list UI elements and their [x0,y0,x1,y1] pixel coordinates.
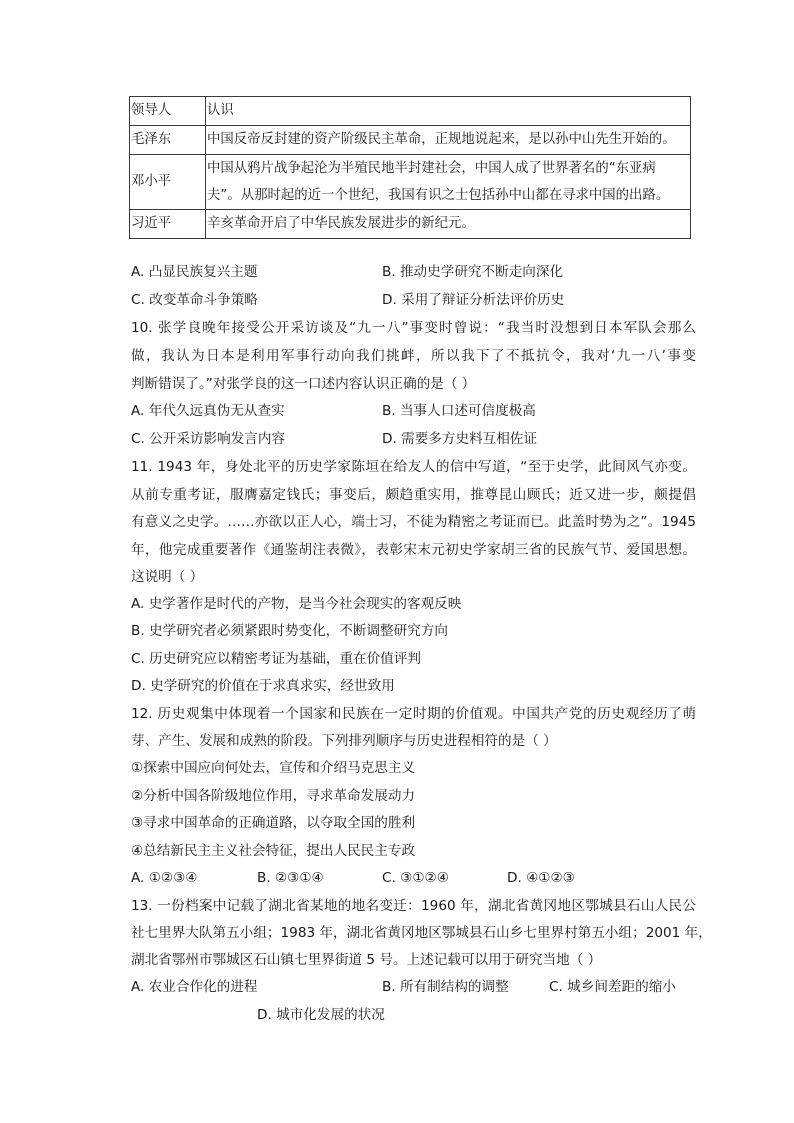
leader-view [206,155,691,210]
q11-option-b[interactable]: B. 史学研究者必须紧跟时势变化，不断调整研究方向 [131,623,449,639]
q12-item: ②分析中国各阶级地位作用，寻求革命发展动力 [131,788,416,804]
q10-option-a[interactable]: A. 年代久远真伪无从查实 [131,403,285,419]
header-cell-view: 认识 [206,97,691,126]
leaders-table [129,96,691,239]
q13-stem-line: 社七里界大队第五小组；1983 年，湖北省黄冈地区鄂城县石山乡七里界村第五小组；2001 年， [131,925,712,941]
q12-stem-line: 芽、产生、发展和成熟的阶段。下列排列顺序与历史进程相符的是（ ） [131,733,557,749]
q11-stem-line: 从前专重考证，服膺嘉定钱氏；事变后，颇趋重实用，推尊昆山顾氏；近又进一步，颇提倡 [131,487,696,503]
q10-options-row-2 [131,425,691,453]
q12-option-c[interactable]: C. ③①②④ [382,870,449,886]
q12-options-row [131,864,691,892]
leader-view-line: 中国从鸦片战争起沦为半殖民地半封建社会，中国人成了世界著名的“东亚病 [207,161,656,176]
table-header-row [130,97,691,126]
q9-option-b[interactable]: B. 推动史学研究不断走向深化 [382,264,564,280]
q9-option-c[interactable]: C. 改变革命斗争策略 [131,292,258,308]
leader-view-line: 夫”。从那时起的近一个世纪，我国有识之士包括孙中山都在寻求中国的出路。 [207,188,670,203]
leader-name: 邓小平 [130,155,206,210]
table-row [130,155,691,210]
q10-options-row-1 [131,397,691,425]
leader-view: 中国反帝反封建的资产阶级民主革命，正规地说起来，是以孙中山先生开始的。 [206,126,691,155]
q11-stem-line: 年，他完成重要著作《通鉴胡注表微》，表彰宋末元初史学家胡三省的民族气节、爱国思想。 [131,542,696,558]
q13-option-a[interactable]: A. 农业合作化的进程 [131,979,258,995]
q11-option-d[interactable]: D. 史学研究的价值在于求真求实，经世致用 [131,678,395,694]
q9-options-row-2 [131,286,691,314]
q9-option-d[interactable]: D. 采用了辩证分析法评价历史 [382,292,565,308]
q10-stem-line: 判断错误了。”对张学良的这一口述内容认识正确的是（ ） [131,376,476,392]
q10-stem-line: 做，我认为日本是利用军事行动向我们挑衅，所以我下了不抵抗令，我对‘九一八’事变 [131,348,696,364]
q13-options-row-1 [131,973,691,1001]
q12-item: ③寻求中国革命的正确道路，以夺取全国的胜利 [131,815,416,831]
q11-stem-line: 这说明（ ） [131,569,204,585]
q13-option-d[interactable]: D. 城市化发展的状况 [257,1007,385,1023]
q11-stem-line: 有意义之史学。……亦欲以正人心，端士习，不徒为精密之考证而已。此盖时势为之”。1945 [131,514,696,530]
q11-stem-line: 11. 1943 年，身处北平的历史学家陈垣在给友人的信中写道，“至于史学，此间风气亦变。 [131,459,696,475]
q12-option-a[interactable]: A. ①②③④ [131,870,198,886]
q12-item: ④总结新民主主义社会特征，提出人民民主专政 [131,843,416,859]
q10-stem-line: 10. 张学良晚年接受公开采访谈及“九一八”事变时曾说：“我当时没想到日本军队会那么 [131,320,696,336]
q11-option-c[interactable]: C. 历史研究应以精密考证为基础，重在价值评判 [131,651,422,667]
q13-stem-line: 湖北省鄂州市鄂城区石山镇七里界街道 5 号。上述记载可以用于研究当地（ ） [131,952,602,968]
q12-item: ①探索中国应向何处去，宣传和介绍马克思主义 [131,760,416,776]
q9-options-row-1 [131,258,691,286]
leader-view: 辛亥革命开启了中华民族发展进步的新纪元。 [206,210,691,239]
leader-name: 习近平 [130,210,206,239]
q13-option-b[interactable]: B. 所有制结构的调整 [382,979,509,995]
q13-options-row-2 [131,1001,691,1029]
q12-option-d[interactable]: D. ④①②③ [507,870,575,886]
table-row [130,210,691,239]
q12-stem-line: 12. 历史观集中体现着一个国家和民族在一定时期的价值观。中国共产党的历史观经历了萌 [131,706,696,722]
table-row [130,126,691,155]
leader-name: 毛泽东 [130,126,206,155]
q10-option-c[interactable]: C. 公开采访影响发言内容 [131,431,286,447]
q9-option-a[interactable]: A. 凸显民族复兴主题 [131,264,258,280]
q13-option-c[interactable]: C. 城乡间差距的缩小 [549,979,676,995]
q10-option-b[interactable]: B. 当事人口述可信度极高 [382,403,536,419]
q11-option-a[interactable]: A. 史学著作是时代的产物，是当今社会现实的客观反映 [131,596,462,612]
q10-option-d[interactable]: D. 需要多方史料互相佐证 [382,431,538,447]
header-cell-leader: 领导人 [130,97,206,126]
q12-option-b[interactable]: B. ②③①④ [257,870,324,886]
q13-stem-line: 13. 一份档案中记载了湖北省某地的地名变迁：1960 年，湖北省黄冈地区鄂城县石山人民公 [131,898,696,914]
